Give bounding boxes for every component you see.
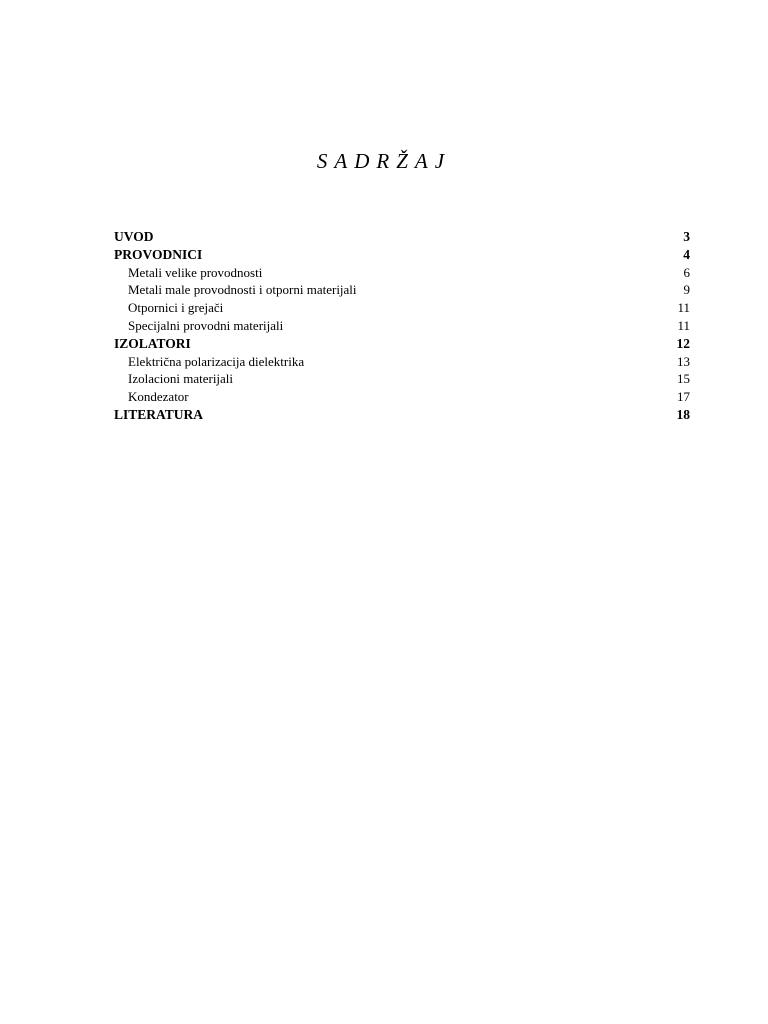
toc-entry-page: 3 [683,229,690,244]
toc-entry-page: 11 [677,300,690,316]
toc-entry-page: 12 [676,335,690,351]
toc-entry-metali-male-provodnosti[interactable] [114,281,690,299]
toc-entry-kondezator[interactable] [114,388,690,406]
toc-entry-page: 4 [683,246,690,262]
toc-entry-page: 17 [677,389,690,405]
toc-entry-izolacioni-materijali[interactable] [114,370,690,388]
toc-entry-label: Kondezator [128,389,189,405]
toc-entry-otpornici-i-grejaci[interactable] [114,299,690,317]
toc-entry-page: 9 [683,282,690,298]
toc-entry-provodnici[interactable] [114,246,690,264]
page-title: SADRŽAJ [316,149,452,173]
toc-entry-page: 6 [683,264,690,280]
toc-entry-label: LITERATURA [114,406,204,422]
toc-entry-label: PROVODNICI [114,246,203,262]
toc-entry-elektricna-polarizacija[interactable] [114,353,690,371]
toc-entry-uvod[interactable] [114,228,690,246]
toc-entry-label: Električna polarizacija dielektrika [128,353,305,369]
toc-entry-page: 18 [676,406,690,422]
toc-entry-page: 15 [677,371,690,387]
toc-entry-label: IZOLATORI [114,335,191,351]
toc-entry-label: Metali velike provodnosti [128,264,263,280]
toc-entry-label: Otpornici i grejači [128,300,224,316]
toc-entry-izolatori[interactable] [114,335,690,353]
toc-entry-page: 13 [677,353,690,369]
table-of-contents [114,228,690,424]
toc-entry-label: Metali male provodnosti i otporni materijali [128,282,357,298]
toc-entry-label: UVOD [114,229,154,244]
toc-entry-label: Specijalni provodni materijali [128,317,284,333]
toc-entry-specijalni-provodni-materijali[interactable] [114,317,690,335]
toc-entry-label: Izolacioni materijali [128,371,234,387]
toc-entry-literatura[interactable] [114,406,690,424]
toc-entry-page: 11 [677,317,690,333]
toc-entry-metali-velike-provodnosti[interactable] [114,264,690,282]
